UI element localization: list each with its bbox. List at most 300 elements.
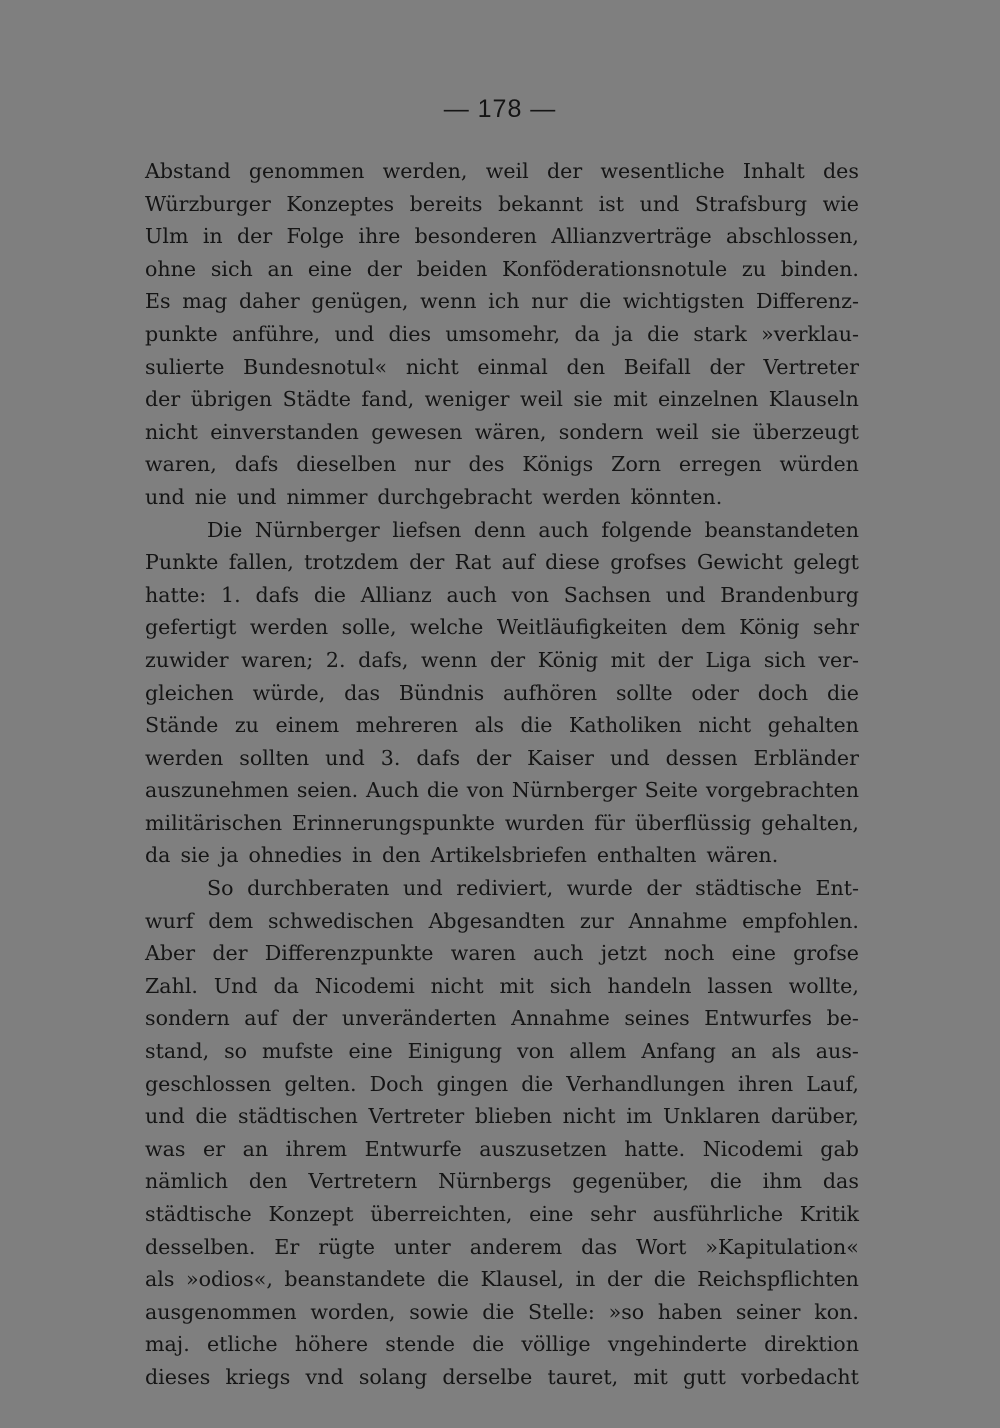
word: nicht: [405, 354, 459, 379]
word: weil: [655, 419, 699, 444]
word: militärischen: [145, 810, 283, 835]
word: werden: [145, 745, 224, 770]
word: Ulm: [145, 224, 189, 249]
word: Allianzverträge: [551, 224, 712, 249]
word: auszunehmen: [145, 778, 289, 803]
word: Vertreter: [763, 354, 859, 379]
word: König: [537, 647, 599, 672]
word: Abgesandten: [428, 908, 566, 933]
word: sehr: [590, 1202, 637, 1226]
word: gegenüber,: [572, 1169, 690, 1194]
word: Anfang: [641, 1039, 716, 1064]
word: ausgenommen: [145, 1299, 297, 1324]
word: Seite: [644, 778, 698, 803]
word: werden: [249, 615, 329, 640]
word: die: [426, 778, 459, 803]
word: aus-: [815, 1039, 859, 1064]
word: Stelle:: [528, 1299, 595, 1324]
text-line: [145, 1296, 859, 1329]
word: Kritik: [799, 1202, 859, 1226]
word: die: [437, 1267, 470, 1292]
word: dem: [680, 615, 726, 640]
word: der: [292, 1006, 328, 1031]
word: Die: [207, 517, 243, 542]
word: rügte: [318, 1234, 375, 1259]
word: Weitläufigkeiten: [496, 615, 668, 640]
text-line: [145, 351, 859, 384]
word: dessen: [665, 745, 738, 770]
word: Stände: [145, 713, 219, 738]
text-line: [145, 677, 859, 710]
word: Artikelsbriefen: [430, 843, 587, 868]
word: Annahme: [628, 908, 728, 933]
word: Rat: [454, 550, 492, 575]
word: Städte: [282, 387, 351, 412]
word: Erinnerungspunkte: [292, 810, 495, 835]
word: den: [248, 1169, 288, 1194]
word: weil: [485, 159, 529, 183]
word: die: [709, 1169, 742, 1194]
word: grofses: [610, 550, 687, 575]
word: ver-: [818, 647, 859, 672]
text-line: [145, 220, 859, 253]
word: Strafsburg: [694, 191, 808, 216]
word: König: [739, 615, 800, 640]
word: nie: [194, 484, 227, 509]
word: So: [207, 876, 234, 901]
text-line: [145, 839, 859, 872]
word: gutt: [682, 1364, 726, 1389]
word: der: [606, 1267, 643, 1292]
word: den: [381, 843, 421, 868]
text-line: [145, 1328, 859, 1361]
word: die: [521, 1071, 554, 1096]
word: derselbe: [442, 1364, 533, 1389]
word: 1.: [221, 582, 241, 607]
word: und: [402, 876, 443, 901]
word: trotzdem: [304, 550, 399, 575]
word: für: [594, 810, 625, 835]
word: die: [195, 1104, 228, 1129]
word: mit: [633, 1364, 668, 1389]
word: wurde: [566, 876, 633, 901]
word: doch: [757, 680, 809, 705]
word: bekannt: [498, 191, 584, 216]
word: Bündnis: [398, 680, 485, 705]
word: und: [145, 1104, 185, 1129]
word: Konzeptes: [286, 191, 395, 216]
word: in: [352, 843, 372, 868]
word: Gewicht: [696, 550, 783, 575]
word: empfohlen.: [742, 908, 859, 933]
word: genügen,: [311, 289, 409, 314]
word: denn: [473, 517, 526, 542]
word: Bundesnotul«: [243, 354, 388, 379]
word: eine: [307, 256, 353, 281]
word: dafs: [234, 452, 279, 477]
word: was: [145, 1136, 186, 1161]
word: vnd: [305, 1364, 344, 1389]
word: Konzept: [268, 1202, 354, 1226]
word: jetzt: [600, 941, 647, 966]
word: mehreren: [355, 713, 459, 738]
word: und: [334, 321, 375, 346]
word: Doch: [369, 1071, 424, 1096]
word: sie: [180, 843, 210, 868]
word: nur: [531, 289, 568, 314]
word: von: [517, 1039, 555, 1064]
text-line: [145, 774, 859, 807]
word: dies: [388, 321, 432, 346]
word: durchberaten: [247, 876, 390, 901]
word: tauret,: [547, 1364, 619, 1389]
word: unveränderten: [341, 1006, 497, 1031]
word: und: [145, 484, 185, 509]
word: und: [665, 582, 706, 607]
word: der: [212, 941, 248, 966]
word: beanstandete: [284, 1267, 426, 1292]
word: städtische: [695, 876, 802, 901]
word: ist: [598, 191, 625, 216]
word: stand,: [145, 1039, 210, 1064]
word: auch: [538, 517, 589, 542]
word: folgende: [601, 517, 692, 542]
word: städtische: [145, 1202, 252, 1226]
word: lassen: [707, 973, 773, 998]
word: be-: [826, 1006, 859, 1031]
word: als: [474, 713, 504, 738]
word: gleichen: [145, 680, 234, 705]
word: erregen: [678, 452, 762, 477]
word: da: [273, 973, 299, 998]
word: in: [202, 224, 223, 249]
word: Nürnbergs: [438, 1169, 552, 1194]
text-line: [145, 514, 859, 547]
word: vngehinderte: [607, 1332, 747, 1357]
word: noch: [663, 941, 715, 966]
word: Katholiken: [569, 713, 682, 738]
word: seiner: [735, 1299, 801, 1324]
word: des: [468, 452, 505, 477]
word: von: [511, 582, 549, 607]
word: liefsen: [392, 517, 462, 542]
word: dafs,: [358, 647, 409, 672]
word: und: [639, 191, 680, 216]
word: Entwurfe: [364, 1136, 462, 1161]
word: seien.: [296, 778, 359, 803]
text-line: [145, 318, 859, 351]
word: wie: [822, 191, 859, 216]
word: die: [653, 1267, 686, 1292]
word: die: [520, 713, 553, 738]
word: enthalten: [596, 843, 697, 868]
word: Zahl.: [145, 973, 198, 998]
word: der: [546, 159, 583, 183]
word: er: [203, 1136, 226, 1161]
word: nur: [414, 452, 451, 477]
word: sich: [210, 256, 253, 281]
word: der: [145, 387, 181, 412]
word: geschlossen: [145, 1071, 272, 1096]
word: von: [466, 778, 505, 803]
word: Abstand: [145, 159, 231, 183]
word: diese: [545, 550, 600, 575]
word: Verhandlungen: [566, 1071, 725, 1096]
word: »verklau-: [761, 321, 859, 346]
word: binden.: [780, 256, 859, 281]
word: schwedischen: [267, 908, 414, 933]
word: ihm: [762, 1169, 803, 1194]
word: einverstanden: [210, 419, 359, 444]
word: sie: [573, 387, 603, 412]
word: ihrem: [285, 1136, 348, 1161]
word: Nürnberger: [254, 517, 380, 542]
word: stark: [693, 321, 747, 346]
word: in: [575, 1267, 596, 1292]
word: sich: [763, 647, 806, 672]
word: welche: [409, 615, 484, 640]
word: werden: [542, 484, 621, 509]
word: Und: [213, 973, 258, 998]
word: solang: [358, 1364, 428, 1389]
word: gewesen: [371, 419, 463, 444]
word: Kaiser: [527, 745, 594, 770]
text-line: [145, 155, 859, 188]
word: der: [409, 550, 445, 575]
text-line: [145, 448, 859, 481]
word: völlige: [521, 1332, 591, 1357]
word: Nürnberger: [511, 778, 637, 803]
word: der: [475, 745, 512, 770]
text-line: [145, 970, 859, 1003]
text-line: [145, 253, 859, 286]
word: auch: [533, 941, 584, 966]
text-line: [145, 1100, 859, 1133]
word: der: [237, 224, 273, 249]
word: anführe,: [231, 321, 321, 346]
word: das: [822, 1169, 859, 1194]
word: Punkte: [145, 550, 219, 575]
word: überzeugt: [752, 419, 859, 444]
text-line: [145, 579, 859, 612]
word: auf: [244, 1006, 278, 1031]
text-line: [145, 905, 859, 938]
text-line: [145, 1198, 859, 1231]
text-line: [145, 937, 859, 970]
text-line: [145, 1133, 859, 1166]
word: und: [236, 484, 277, 509]
word: ja: [614, 321, 633, 346]
word: an: [267, 256, 294, 281]
text-line: [145, 383, 859, 416]
word: Nicodemi: [314, 973, 415, 998]
word: der: [709, 354, 745, 379]
word: Differenzpunkte: [264, 941, 434, 966]
word: der: [646, 876, 682, 901]
word: sondern: [145, 1006, 230, 1031]
word: nicht: [562, 1104, 616, 1129]
word: auf: [501, 550, 535, 575]
word: wesentliche: [600, 159, 725, 183]
word: nimmer: [286, 484, 368, 509]
text-line: [145, 1068, 859, 1101]
word: Inhalt: [742, 159, 805, 183]
word: die: [482, 1299, 515, 1324]
word: »odios«,: [185, 1267, 273, 1292]
word: Konföderationsnotule: [502, 256, 728, 281]
word: Königs: [522, 452, 594, 477]
word: hatte.: [624, 1136, 686, 1161]
word: sie: [711, 419, 741, 444]
word: genommen: [248, 159, 365, 183]
word: Vertreter: [368, 1104, 465, 1129]
word: zu: [741, 256, 767, 281]
word: auch: [446, 582, 497, 607]
word: mit: [499, 973, 534, 998]
text-line: [145, 611, 859, 644]
word: sollten: [239, 745, 310, 770]
word: dieses: [145, 1364, 211, 1389]
word: rediviert,: [456, 876, 554, 901]
word: zuwider: [145, 647, 229, 672]
word: die: [827, 680, 859, 705]
word: überreichten,: [370, 1202, 513, 1226]
word: darüber,: [770, 1104, 859, 1129]
word: wenn: [420, 647, 478, 672]
word: und: [609, 745, 650, 770]
word: die: [472, 1332, 505, 1357]
word: direktion: [764, 1332, 859, 1357]
word: anderem: [469, 1234, 563, 1259]
word: handeln: [607, 973, 692, 998]
word: gefertigt: [145, 615, 237, 640]
word: ohne: [145, 256, 197, 281]
word: die: [313, 582, 346, 607]
word: Erbländer: [753, 745, 859, 770]
word: stende: [385, 1332, 455, 1357]
word: der: [657, 647, 693, 672]
word: so: [224, 1039, 248, 1064]
word: punkte: [145, 321, 218, 346]
word: wenn: [420, 289, 477, 314]
word: fand,: [361, 387, 415, 412]
word: eine: [348, 1039, 393, 1064]
word: mag: [182, 289, 228, 314]
word: aufhören: [503, 680, 598, 705]
word: Lauf,: [806, 1071, 859, 1096]
word: Einigung: [407, 1039, 503, 1064]
word: haben: [657, 1299, 723, 1324]
word: kriegs: [225, 1364, 291, 1389]
word: mit: [613, 387, 648, 412]
word: zu: [234, 713, 259, 738]
word: Unklaren: [662, 1104, 761, 1129]
word: sich: [549, 973, 592, 998]
word: wären,: [474, 419, 547, 444]
word: einmal: [477, 354, 548, 379]
word: Allianz: [360, 582, 432, 607]
word: sowie: [409, 1299, 469, 1324]
word: Ent-: [815, 876, 859, 901]
word: Er: [274, 1234, 300, 1259]
word: ohnedies: [248, 843, 343, 868]
word: seines: [624, 1006, 690, 1031]
text-line: [145, 1002, 859, 1035]
word: »so: [608, 1299, 645, 1324]
word: ihre: [358, 224, 401, 249]
word: wurden: [504, 810, 585, 835]
word: solle,: [341, 615, 397, 640]
word: Wort: [636, 1234, 687, 1259]
word: nicht: [698, 713, 752, 738]
word: nämlich: [145, 1169, 229, 1194]
word: höhere: [294, 1332, 369, 1357]
word: Folge: [286, 224, 345, 249]
text-line: [145, 285, 859, 318]
word: da: [145, 843, 171, 868]
word: fallen,: [228, 550, 294, 575]
word: hatte:: [145, 582, 207, 607]
text-line: [145, 742, 859, 775]
word: da: [574, 321, 600, 346]
body-text: [145, 155, 859, 1394]
text-line: [145, 644, 859, 677]
page-number: — 178 —: [443, 95, 557, 123]
word: mit: [610, 647, 646, 672]
word: oder: [691, 680, 739, 705]
word: Sachsen: [563, 582, 651, 607]
word: durchgebracht: [377, 484, 533, 509]
word: sondern: [558, 419, 644, 444]
word: 2.: [325, 647, 346, 672]
text-line: [145, 1165, 859, 1198]
word: würde,: [252, 680, 326, 705]
word: zur: [579, 908, 614, 933]
word: würden: [779, 452, 859, 477]
word: weil: [519, 387, 563, 412]
word: ihren: [738, 1071, 794, 1096]
word: übrigen: [190, 387, 273, 412]
word: desselben.: [145, 1234, 256, 1259]
word: Reichspflichten: [697, 1267, 859, 1292]
word: allem: [569, 1039, 627, 1064]
word: vorgebrachten: [705, 778, 859, 803]
text-line: [145, 709, 859, 742]
word: das: [344, 680, 381, 705]
word: blieben: [474, 1104, 552, 1129]
word: nicht: [145, 419, 198, 444]
word: grofse: [793, 941, 859, 966]
word: etliche: [207, 1332, 278, 1357]
word: gab: [820, 1136, 859, 1161]
word: Differenz-: [755, 289, 859, 314]
word: Liga: [705, 647, 752, 672]
text-line: [145, 807, 859, 840]
word: eine: [731, 941, 776, 966]
word: abschlossen,: [726, 224, 859, 249]
word: an: [730, 1039, 757, 1064]
word: waren: [450, 941, 516, 966]
word: einzelnen: [657, 387, 759, 412]
text-line: [145, 872, 859, 905]
word: als: [145, 1267, 175, 1292]
word: auszusetzen: [479, 1136, 607, 1161]
word: waren;: [241, 647, 314, 672]
word: werden,: [382, 159, 468, 183]
word: kon.: [814, 1299, 859, 1324]
word: »Kapitulation«: [705, 1234, 859, 1259]
word: gehalten,: [761, 810, 859, 835]
